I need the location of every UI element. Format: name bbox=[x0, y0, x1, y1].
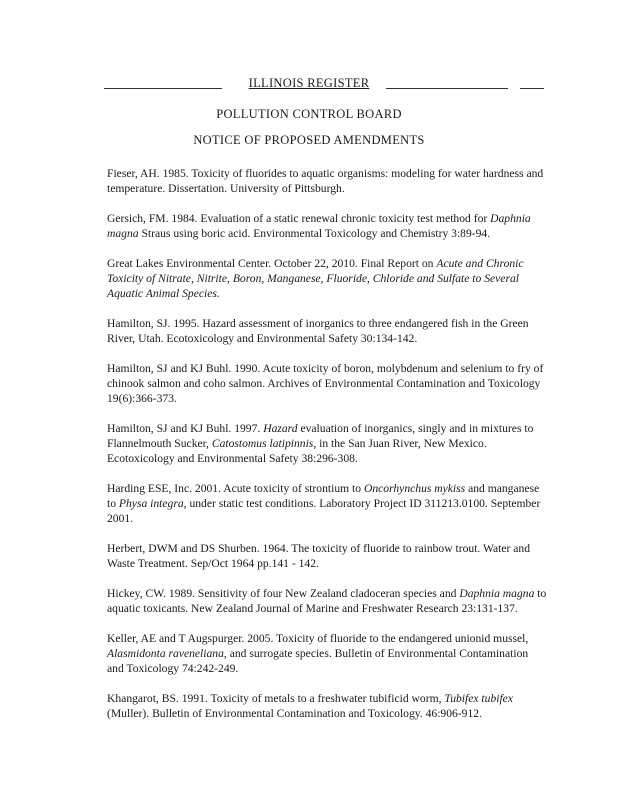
reference-italic-text: Oncorhynchus mykiss bbox=[363, 482, 466, 495]
reference-text: Great Lakes Environmental Center. October 22, 2010. Final Report on bbox=[107, 257, 437, 270]
reference-text: Khangarot, BS. 1991. Toxicity of metals to a freshwater tubificid worm, bbox=[107, 692, 445, 705]
notice-title: NOTICE OF PROPOSED AMENDMENTS bbox=[193, 133, 425, 147]
reference-entry bbox=[107, 421, 547, 466]
reference-text: , and surrogate species. Bulletin of Environmental Contamination and Toxicology 74:242-249. bbox=[107, 647, 529, 675]
reference-text: Fieser, AH. 1985. Toxicity of fluorides to aquatic organisms: modeling for water hardness and temperature. Dissertation. University of Pittsburgh. bbox=[107, 167, 544, 195]
reference-text: Gersich, FM. 1984. Evaluation of a static renewal chronic toxicity test method for bbox=[107, 212, 491, 225]
reference-text: Straus using boric acid. Environmental Toxicology and Chemistry 3:89-94. bbox=[138, 227, 491, 240]
reference-text: , in the San Juan River, New Mexico. Ecotoxicology and Environmental Safety 38:296-308. bbox=[107, 437, 487, 465]
reference-text: Hamilton, SJ and KJ Buhl. 1990. Acute toxicity of boron, molybdenum and selenium to fry of chinook salmon and coho salmon. Archives of Environmental Contamination and Toxicology 19(6):366-373. bbox=[107, 362, 544, 405]
reference-entry bbox=[107, 211, 547, 241]
reference-italic-text: Tubifex tubifex bbox=[444, 692, 513, 705]
reference-italic-text: Daphnia magna bbox=[107, 212, 531, 240]
reference-entry bbox=[107, 541, 547, 571]
reference-entry bbox=[107, 361, 547, 406]
reference-text: to aquatic toxicants. New Zealand Journal of Marine and Freshwater Research 23:131-137. bbox=[107, 587, 547, 615]
reference-entry bbox=[107, 316, 547, 346]
reference-entry bbox=[107, 256, 547, 301]
reference-text: Keller, AE and T Augspurger. 2005. Toxicity of fluoride to the endangered unionid mussel, bbox=[107, 632, 529, 645]
register-title: ILLINOIS REGISTER bbox=[248, 76, 370, 90]
board-name: POLLUTION CONTROL BOARD bbox=[216, 107, 402, 121]
reference-entry bbox=[107, 586, 547, 616]
reference-text: and manganese to bbox=[107, 482, 540, 510]
reference-text: Hamilton, SJ and KJ Buhl. 1997. bbox=[107, 422, 264, 435]
reference-text: Hamilton, SJ. 1995. Hazard assessment of inorganics to three endangered fish in the Green River, Utah. Ecotoxicology and Environmental Safety 30:134-142. bbox=[107, 317, 529, 345]
reference-italic-text: Catostomus latipinnis bbox=[211, 437, 314, 450]
reference-italic-text: Physa integra bbox=[118, 497, 184, 510]
reference-entry bbox=[107, 691, 547, 721]
reference-text: Herbert, DWM and DS Shurben. 1964. The toxicity of fluoride to rainbow trout. Water and Waste Treatment. Sep/Oct 1964 pp.141 - 142. bbox=[107, 542, 531, 570]
reference-entry bbox=[107, 631, 547, 676]
reference-text: evaluation of inorganics, singly and in mixtures to Flannelmouth Sucker, bbox=[107, 422, 534, 450]
reference-text: (Muller). Bulletin of Environmental Contamination and Toxicology. 46:906-912. bbox=[107, 707, 482, 720]
reference-entry bbox=[107, 481, 547, 526]
reference-text: Hickey, CW. 1989. Sensitivity of four New Zealand cladoceran species and bbox=[107, 587, 460, 600]
reference-italic-text: Acute and Chronic Toxicity of Nitrate, Nitrite, Boron, Manganese, Fluoride, Chloride and Sulfate to Several Aquatic Animal Species. bbox=[107, 257, 524, 300]
reference-text: Harding ESE, Inc. 2001. Acute toxicity of strontium to bbox=[107, 482, 364, 495]
reference-entry bbox=[107, 166, 547, 196]
reference-text: , under static test conditions. Laboratory Project ID 311213.0100. September 2001. bbox=[107, 497, 541, 525]
reference-italic-text: Hazard bbox=[263, 422, 298, 435]
reference-italic-text: Alasmidonta raveneliana bbox=[107, 647, 224, 660]
reference-list bbox=[107, 166, 547, 721]
reference-italic-text: Daphnia magna bbox=[459, 587, 535, 600]
